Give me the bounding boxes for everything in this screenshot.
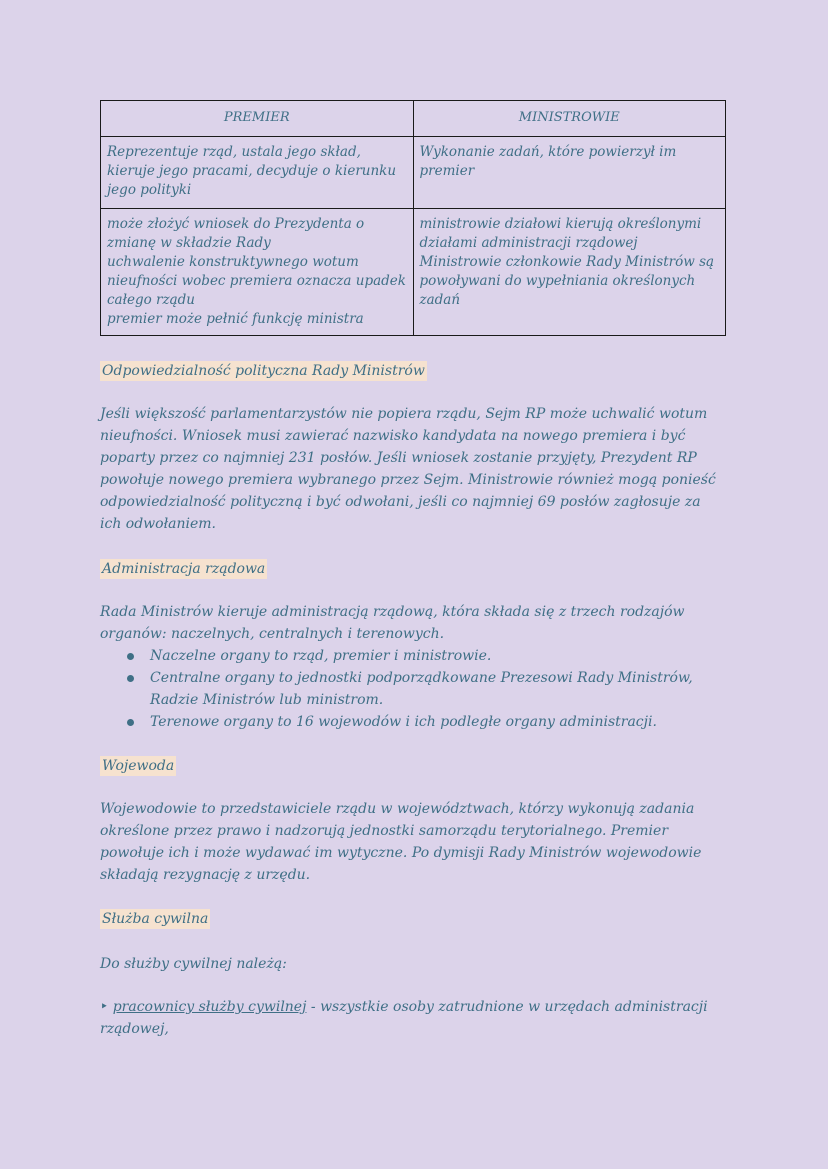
table-row: [101, 137, 726, 209]
section-heading: [100, 360, 726, 382]
heading-highlight: Odpowiedzialność polityczna Rady Ministrów: [102, 363, 425, 379]
list-item: [100, 996, 726, 1040]
heading-highlight: Administracja rządowa: [102, 561, 266, 577]
header-premier: PREMIER: [101, 101, 414, 137]
section-heading: [100, 558, 726, 580]
list-item: Centralne organy to jednostki podporządkowane Prezesowi Rady Ministrów, Radzie Ministrów lub ministrom.: [100, 667, 726, 711]
list-item: Naczelne organy to rząd, premier i ministrowie.: [100, 645, 726, 667]
cell-text: uchwalenie konstruktywnego wotum nieufności wobec premiera oznacza upadek całego rządu: [107, 254, 406, 308]
cell-text: może złożyć wniosek do Prezydenta o zmianę w składzie Rady: [107, 216, 365, 251]
paragraph: Do służby cywilnej należą:: [100, 956, 287, 972]
civil-servants-link[interactable]: pracownicy służby cywilnej: [112, 999, 307, 1015]
section-heading: [100, 755, 726, 777]
paragraph: Jeśli większość parlamentarzystów nie popiera rządu, Sejm RP może uchwalić wotum nieufności. Wniosek musi zawierać nazwisko kandydata na nowego premiera i być poparty przez co najmniej 231 posłów. Jeśli wniosek zostanie przyjęty, Prezydent RP powołuje nowego premiera wybranego przez Sejm. Ministrowie również mogą ponieść odpowiedzialność polityczną i być odwołani, jeśli co najmniej 69 posłów zagłosuje za ich odwołaniem.: [100, 406, 716, 532]
table-cell: [413, 209, 726, 336]
table-row: [101, 209, 726, 336]
paragraph: Wojewodowie to przedstawiciele rządu w województwach, którzy wykonują zadania określone przez prawo i nadzorują jednostki samorządu terytorialnego. Premier powołuje ich i może wydawać im wytyczne. Po dymisji Rady Ministrów wojewodowie składają rezygnację z urzędu.: [100, 801, 702, 883]
table-cell: [413, 137, 726, 209]
header-ministrowie: MINISTROWIE: [413, 101, 726, 137]
bullet-list: [100, 645, 726, 733]
cell-text: Wykonanie zadań, które powierzył im premier: [419, 144, 677, 179]
comparison-table: [100, 100, 726, 336]
table-cell: [101, 209, 414, 336]
cell-text: ministrowie działowi kierują określonymi działami administracji rządowej: [419, 216, 702, 251]
bullet-icon: [127, 675, 134, 682]
triangle-bullet-icon: ‣: [100, 999, 109, 1015]
section-heading: [100, 908, 726, 930]
table-cell: [101, 137, 414, 209]
cell-text: Reprezentuje rząd, ustala jego skład, kieruje jego pracami, decyduje o kierunku jego polityki: [107, 144, 397, 198]
table-header-row: [101, 101, 726, 137]
heading-highlight: Wojewoda: [102, 758, 175, 774]
bullet-icon: [127, 719, 134, 726]
bullet-icon: [127, 653, 134, 660]
item-text: - wszystkie osoby zatrudnione w urzędach administracji rządowej,: [100, 999, 708, 1037]
paragraph: Rada Ministrów kieruje administracją rządową, która składa się z trzech rodzajów organów: naczelnych, centralnych i terenowych.: [100, 604, 685, 642]
heading-highlight: Służba cywilna: [102, 911, 209, 927]
cell-text: Ministrowie członkowie Rady Ministrów są powoływani do wypełniania określonych zadań: [419, 254, 715, 308]
list-item: Terenowe organy to 16 wojewodów i ich podległe organy administracji.: [100, 711, 726, 733]
cell-text: premier może pełnić funkcję ministra: [107, 311, 364, 327]
